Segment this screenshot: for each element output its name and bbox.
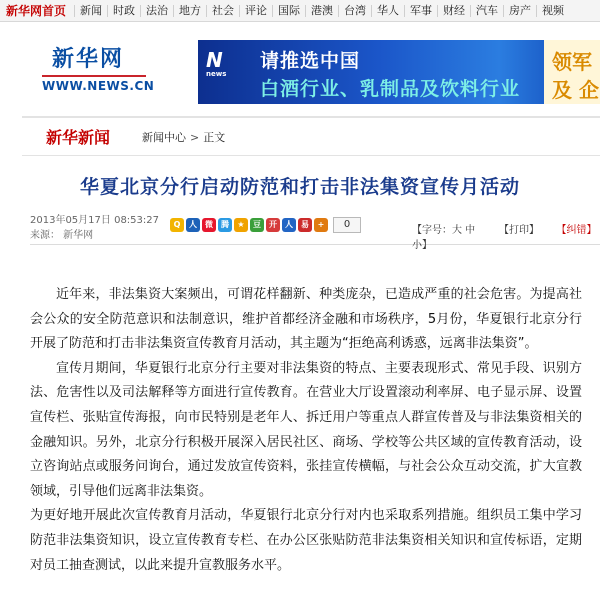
article-datetime: 2013年05月17日 08:53:27 — [30, 215, 159, 226]
kaixin-share-icon[interactable]: 开 — [266, 218, 280, 232]
article-tools — [412, 221, 600, 251]
nav-item-overseas[interactable]: 华人 — [371, 5, 404, 17]
logo-url: WWW.NEWS.CN — [42, 79, 155, 93]
nav-item-hkmacao[interactable]: 港澳 — [305, 5, 338, 17]
home-link[interactable]: 新华网首页 — [6, 4, 67, 18]
channel-nav — [74, 5, 569, 17]
qzone-share-icon[interactable]: Q — [170, 218, 184, 232]
print-button[interactable]: 【打印】 — [498, 225, 539, 236]
nav-item-society[interactable]: 社会 — [206, 5, 239, 17]
ad-banner[interactable] — [198, 40, 600, 104]
nav-item-finance[interactable]: 财经 — [437, 5, 470, 17]
banner-logo-letter: N — [206, 48, 223, 72]
site-logo[interactable] — [42, 42, 162, 100]
breadcrumb — [142, 129, 225, 145]
banner-headline: 请推选中国 — [260, 50, 361, 72]
douban-share-icon[interactable]: 豆 — [250, 218, 264, 232]
banner-side-text-2: 及 企 — [552, 78, 599, 102]
site-header — [0, 38, 600, 108]
breadcrumb-current: 正文 — [203, 130, 226, 144]
share-toolbar — [170, 217, 361, 233]
article-paragraph: 宣传月期间，华夏银行北京分行主要对非法集资的特点、主要表现形式、常见手段、识别方法、危害性以及司法解释等方面进行宣传教育。在营业大厅设置滚动利率屏、电子显示屏、设置宣传栏、张贴宣传海报，向市民特别是老年人、拆迁用户等重点人群宣传普及与非法集资相关的金融知识。另外，北京分行积极开展深入居民社区、商场、学校等公共区域的宣传教育活动，设立咨询站点或服务问询台，通过发放宣传资料，张挂宣传横幅，与社会公众互动交流，扩大宣教领域，引导他们远离非法集资。 — [30, 360, 582, 499]
star-share-icon[interactable]: ★ — [234, 218, 248, 232]
banner-side-panel — [544, 40, 600, 104]
breadcrumb-separator: > — [190, 130, 200, 144]
article-paragraph: 为更好地开展此次宣传教育月活动，华夏银行北京分行对内也采取系列措施。组织员工集中学习防范非法集资知识，设立宣传教育专栏、在办公区张贴防范非法集资相关知识和宣传标语，定期对员工抽查测试，以此来提升宣教服务水平。 — [30, 508, 582, 573]
people-share-icon[interactable]: 人 — [282, 218, 296, 232]
more-share-icon[interactable]: + — [314, 218, 328, 232]
logo-divider — [42, 75, 146, 77]
section-brand[interactable]: 新华新闻 — [46, 128, 111, 147]
logo-chinese: 新华网 — [52, 47, 125, 72]
nav-item-house[interactable]: 房产 — [503, 5, 536, 17]
breadcrumb-bar — [22, 116, 600, 156]
renren-share-icon[interactable]: 人 — [186, 218, 200, 232]
nav-item-auto[interactable]: 汽车 — [470, 5, 503, 17]
nav-item-local[interactable]: 地方 — [173, 5, 206, 17]
nav-item-world[interactable]: 国际 — [272, 5, 305, 17]
nav-item-video[interactable]: 视频 — [536, 5, 569, 17]
tencent-weibo-share-icon[interactable]: 腾 — [218, 218, 232, 232]
font-size-control[interactable]: 【字号：大 中 小】 — [412, 225, 476, 251]
top-nav-bar — [0, 0, 600, 22]
netease-share-icon[interactable]: 易 — [298, 218, 312, 232]
nav-item-politics[interactable]: 时政 — [107, 5, 140, 17]
nav-item-military[interactable]: 军事 — [404, 5, 437, 17]
article-body — [30, 283, 582, 578]
nav-item-comment[interactable]: 评论 — [239, 5, 272, 17]
banner-side-text-1: 领军 — [552, 50, 592, 74]
banner-subline: 白酒行业、乳制品及饮料行业 — [260, 78, 521, 100]
article-meta — [30, 211, 600, 251]
article-title: 华夏北京分行启动防范和打击非法集资宣传月活动 — [79, 176, 520, 198]
sina-weibo-share-icon[interactable]: 微 — [202, 218, 216, 232]
article-source: 来源： 新华网 — [30, 230, 94, 241]
nav-item-law[interactable]: 法治 — [140, 5, 173, 17]
nav-item-taiwan[interactable]: 台湾 — [338, 5, 371, 17]
nav-item-news[interactable]: 新闻 — [74, 5, 107, 17]
correction-button[interactable]: 【纠错】 — [556, 225, 597, 236]
banner-logo-sub: news — [206, 70, 227, 78]
article-paragraph: 近年来，非法集资大案频出，可谓花样翻新、种类庞杂，已造成严重的社会危害。为提高社会公众的安全防范意识和法制意识，维护首都经济金融和市场秩序，5月份，华夏银行北京分行开展了防范和打击非法集资宣传教育月活动，其主题为“拒绝高利诱惑，远离非法集资”。 — [30, 287, 582, 352]
banner-news-logo — [206, 48, 244, 88]
breadcrumb-news-center[interactable]: 新闻中心 — [142, 130, 186, 144]
share-count: 0 — [333, 217, 361, 233]
